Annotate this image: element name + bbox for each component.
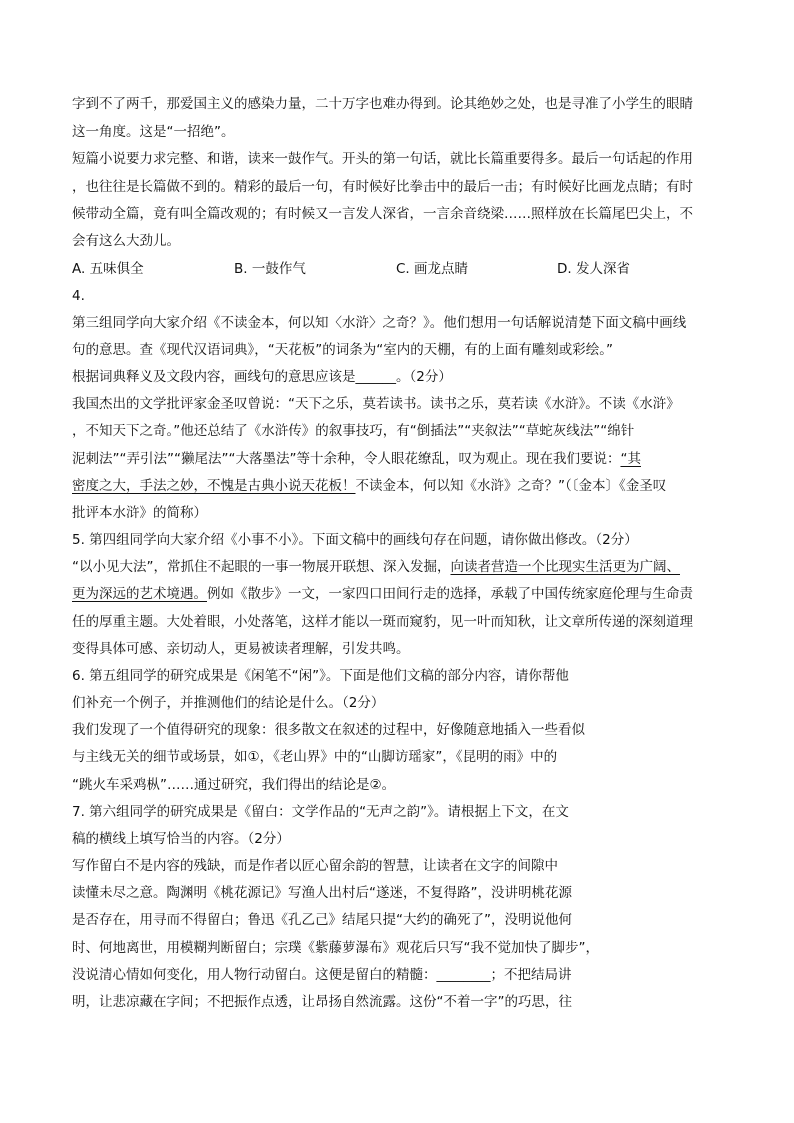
option-b: B. 一鼓作气 xyxy=(234,261,306,277)
text-line: 句的意思。查《现代汉语词典》，“天花板”的词条为“室内的天棚，有的上面有雕刻或彩绘。” xyxy=(72,342,613,358)
prompt-text: 根据词典释义及文段内容，画线句的意思应该是 xyxy=(72,369,356,385)
text-line: ，不知天下之奇。”他还总结了《水浒传》的叙事技巧，有“倒插法”“夹叙法”“草蛇灰线法”“绵针 xyxy=(72,423,635,439)
question-title: 7. 第六组同学的研究成果是《留白：文学作品的“无声之韵”》。请根据上下文，在文 xyxy=(72,804,569,820)
text-line: 稿的横线上填写恰当的内容。（2分） xyxy=(72,831,290,847)
text-line: 第三组同学向大家介绍《不读金本，何以知〈水浒〉之奇？》。他们想用一句话解说清楚下面文稿中画线 xyxy=(72,315,687,331)
passage-text: “以小见大法”，常抓住不起眼的一事一物展开联想、深入发掘， xyxy=(72,559,451,575)
text-line: 我国杰出的文学批评家金圣叹曾说：“天下之乐，莫若读书。读书之乐，莫若读《水浒》。不读《水浒》 xyxy=(72,396,680,412)
text-line: 会有这么大劲儿。 xyxy=(72,233,180,249)
answer-blank[interactable]: ______ xyxy=(355,369,396,385)
question-title: 5. 第四组同学向大家介绍《小事不小》。下面文稿中的画线句存在问题，请你做出修改。（2分） xyxy=(72,532,638,548)
passage-text: 例如《散步》一文，一家四口田间行走的选择，承载了中国传统家庭伦理与生命责 xyxy=(207,586,693,602)
text-line: ，也往往是长篇做不到的。精彩的最后一句，有时候好比拳击中的最后一击；有时候好比画龙点睛；有时 xyxy=(72,179,693,195)
option-d: D. 发人深省 xyxy=(557,261,630,277)
question-number: 4. xyxy=(72,288,85,304)
text-line: 短篇小说要力求完整、和谐，读来一鼓作气。开头的第一句话，就比长篇重要得多。最后一句话起的作用 xyxy=(72,151,693,167)
text-line: 时、何地离世，用模糊判断留白；宗璞《紫藤萝瀑布》观花后只写“我不觉加快了脚步”， xyxy=(72,940,599,956)
text-line: 变得具体可感、亲切动人，更易被读者理解，引发共鸣。 xyxy=(72,641,410,657)
text-line: 批评本水浒》的简称） xyxy=(72,505,207,521)
text-line: 写作留白不是内容的残缺，而是作者以匠心留余韵的智慧，让读者在文字的间隙中 xyxy=(72,858,558,874)
text-line: 字到不了两千，那爱国主义的感染力量，二十万字也难办得到。论其绝妙之处，也是寻准了小学生的眼睛 xyxy=(72,96,693,112)
text-line xyxy=(72,477,666,495)
passage-text: 不读金本，何以知《水浒》之奇？”（〔金本〕《金圣叹 xyxy=(355,478,667,494)
text-line: “跳火车采鸡枞”……通过研究，我们得出的结论是②。 xyxy=(72,777,396,793)
underlined-sentence: 密度之大，手法之妙，不愧是古典小说天花板！ xyxy=(72,478,356,494)
text-line xyxy=(72,558,680,576)
text-line: 是否存在，用寻而不得留白；鲁迅《孔乙己》结尾只提“大约的确死了”，没明说他何 xyxy=(72,912,572,928)
answer-blank[interactable]: ________ xyxy=(436,967,491,983)
option-a: A. 五味俱全 xyxy=(72,261,144,277)
text-line: 这一角度。这是“一招绝”。 xyxy=(72,124,235,140)
text-line: 我们发现了一个值得研究的现象：很多散文在叙述的过程中，好像随意地插入一些看似 xyxy=(72,722,585,738)
text-line: 读懂未尽之意。陶渊明《桃花源记》写渔人出村后“遂迷，不复得路”，没讲明桃花源 xyxy=(72,885,572,901)
option-c: C. 画龙点睛 xyxy=(396,261,469,277)
question-prompt xyxy=(72,368,452,386)
underlined-sentence: 更为深远的艺术境遇。 xyxy=(72,586,207,602)
text-line: 明，让悲凉藏在字间；不把振作点透，让昂扬自然流露。这份“不着一字”的巧思，往 xyxy=(72,994,572,1010)
passage-text: ；不把结局讲 xyxy=(490,967,572,983)
passage-text: 泥刺法”“弄引法”“獭尾法”“大落墨法”等十余种，令人眼花缭乱，叹为观止。现在我们要说： xyxy=(72,451,621,467)
text-line xyxy=(72,450,641,468)
text-line: 任的厚重主题。大处着眼，小处落笔，这样才能以一斑而窥豹，见一叶而知秋，让文章所传递的深刻道理 xyxy=(72,614,693,630)
score-note: 。（2分） xyxy=(396,369,452,385)
text-line: 候带动全篇，竟有叫全篇改观的；有时候又一言发人深省，一言余音绕梁……照样放在长篇尾巴尖上，不 xyxy=(72,206,693,222)
text-line xyxy=(72,585,693,603)
underlined-sentence: “其 xyxy=(620,451,641,467)
text-line: 与主线无关的细节或场景，如①，《老山界》中的“山脚访瑶家”，《昆明的雨》中的 xyxy=(72,749,558,765)
question-title: 6. 第五组同学的研究成果是《闲笔不“闲”》。下面是他们文稿的部分内容，请你帮他 xyxy=(72,668,569,684)
text-line xyxy=(72,966,572,984)
passage-text: 没说清心情如何变化，用人物行动留白。这便是留白的精髓： xyxy=(72,967,437,983)
underlined-sentence: 向读者营造一个比现实生活更为广阔、 xyxy=(450,559,680,575)
text-line: 们补充一个例子，并推测他们的结论是什么。（2分） xyxy=(72,695,385,711)
